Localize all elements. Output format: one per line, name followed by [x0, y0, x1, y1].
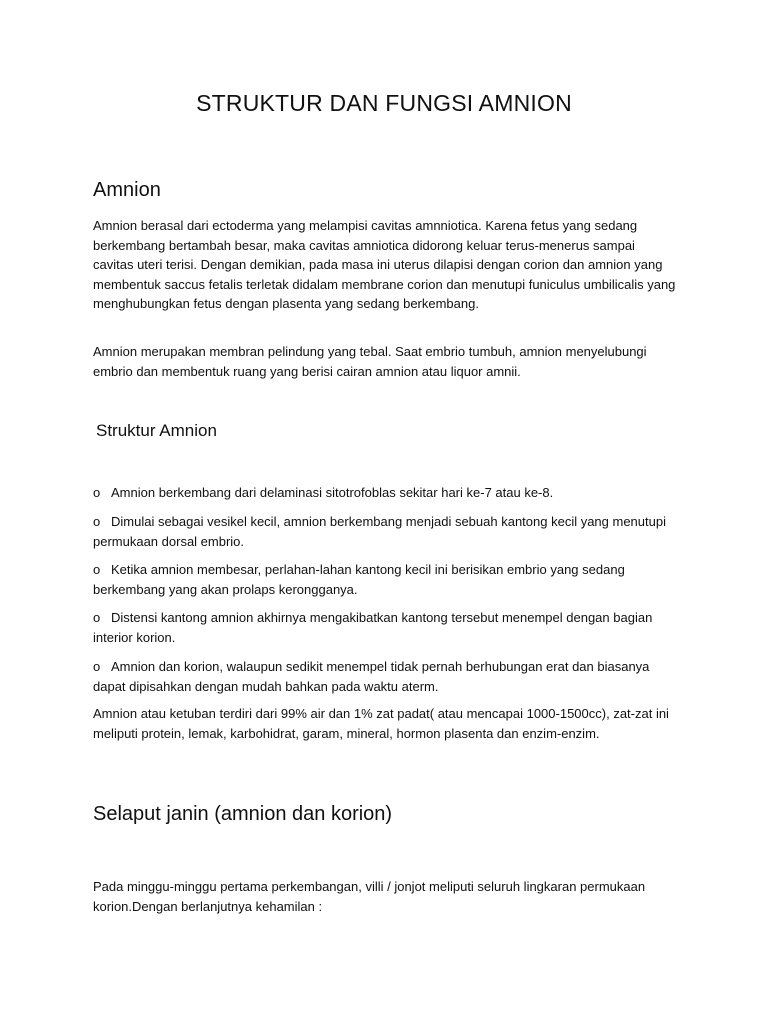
document-title: STRUKTUR DAN FUNGSI AMNION	[196, 90, 572, 116]
bullet-marker: o	[93, 610, 101, 625]
bullet-marker: o	[93, 485, 101, 500]
section-heading-amnion: Amnion	[93, 179, 161, 201]
bullet-marker: o	[93, 514, 101, 529]
bullet-text: Amnion dan korion, walaupun sedikit menempel tidak pernah berhubungan erat dan biasanya dapat dipisahkan dengan mudah bahkan pada waktu aterm.	[93, 659, 650, 694]
bullet-text: Dimulai sebagai vesikel kecil, amnion berkembang menjadi sebuah kantong kecil yang menutupi permukaan dorsal embrio.	[93, 514, 666, 549]
section-heading-selaput: Selaput janin (amnion dan korion)	[93, 803, 393, 825]
selaput-paragraph: Pada minggu-minggu pertama perkembangan, villi / jonjot meliputi seluruh lingkaran permukaan korion.Dengan berlanjutnya kehamilan :	[93, 879, 646, 914]
amnion-paragraph-1: Amnion berasal dari ectoderma yang melampisi cavitas amnniotica. Karena fetus yang sedang berkembang bertambah besar, maka cavitas amniotica didorong keluar terus-menerus sampai cavitas uteri terisi. Dengan demikian, pada masa ini uterus dilapisi dengan corion dan amnion yang membentuk saccus fetalis terletak didalam membrane corion dan menutupi funiculus umbilicalis yang menghubungkan fetus dengan plasenta yang sedang berkembang.	[93, 218, 676, 311]
section-heading-struktur: Struktur Amnion	[96, 421, 217, 440]
bullet-marker: o	[93, 659, 101, 674]
bullet-item	[93, 560, 678, 599]
bullet-text: Distensi kantong amnion akhirnya mengakibatkan kantong tersebut menempel dengan bagian interior korion.	[93, 610, 653, 645]
bullet-text: Amnion berkembang dari delaminasi sitotrofoblas sekitar hari ke-7 atau ke-8.	[111, 485, 554, 500]
bullet-item	[93, 483, 678, 503]
bullet-item	[93, 608, 678, 647]
bullet-marker: o	[93, 562, 101, 577]
bullet-item	[93, 512, 678, 551]
struktur-paragraph: Amnion atau ketuban terdiri dari 99% air dan 1% zat padat( atau mencapai 1000-1500cc), zat-zat ini meliputi protein, lemak, karbohidrat, garam, mineral, hormon plasenta dan enzim-enzim.	[93, 706, 669, 741]
amnion-paragraph-2: Amnion merupakan membran pelindung yang tebal. Saat embrio tumbuh, amnion menyelubungi embrio dan membentuk ruang yang berisi cairan amnion atau liquor amnii.	[93, 344, 647, 379]
bullet-text: Ketika amnion membesar, perlahan-lahan kantong kecil ini berisikan embrio yang sedang berkembang yang akan prolaps kerongganya.	[93, 562, 625, 597]
bullet-item	[93, 657, 678, 696]
